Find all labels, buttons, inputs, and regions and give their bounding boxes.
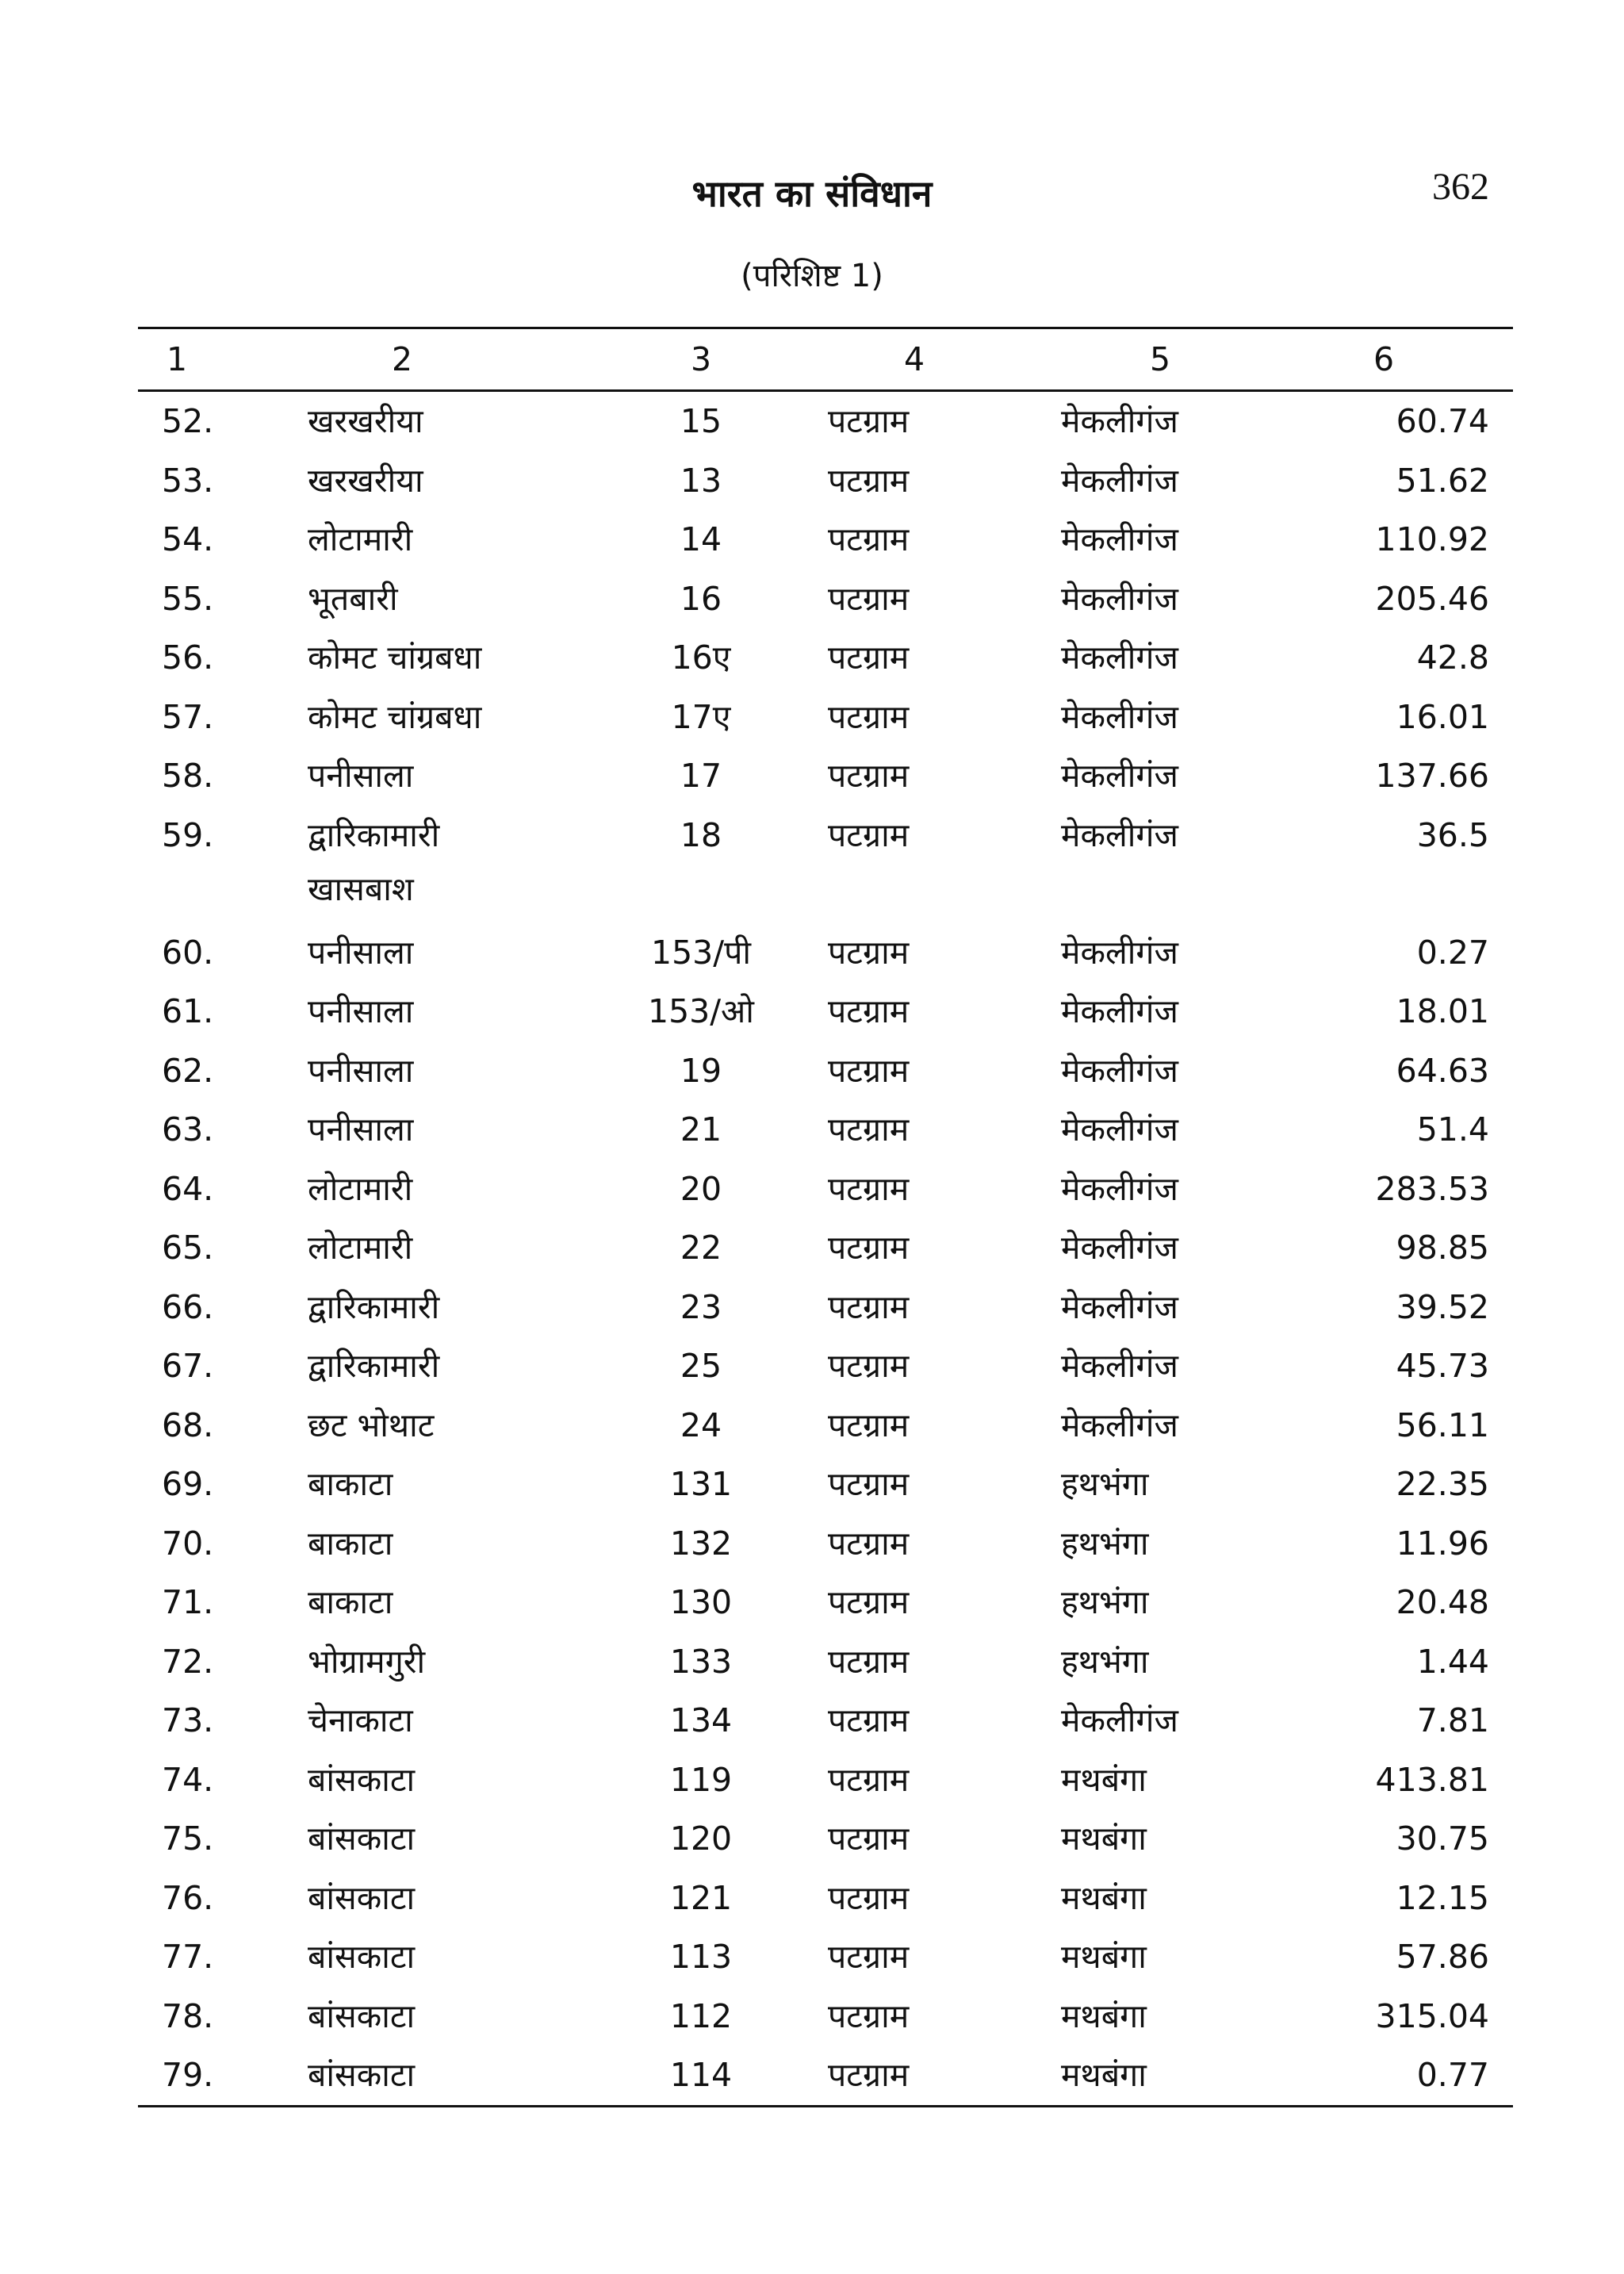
table-row [138,1573,1513,1632]
row-area: 283.53 [1375,1169,1489,1208]
page-title: भारत का संविधान [691,172,933,215]
column-header-5: 5 [1150,340,1171,378]
row-serial: 79. [162,2056,214,2094]
row-enclave-name: बांसकाटा [308,1996,416,2035]
row-chhit-number: 153/ओ [647,992,754,1030]
row-chhit-number: 134 [669,1701,733,1739]
row-area: 57.86 [1396,1938,1489,1976]
row-serial: 73. [162,1701,214,1739]
row-enclave-name: लोटामारी [308,1229,413,1267]
table-row [138,746,1513,806]
row-enclave-name: चेनाकाटा [308,1701,413,1739]
row-thana-bangladesh: पटग्राम [828,1347,910,1385]
table-row [138,1218,1513,1278]
row-thana-bangladesh: पटग्राम [828,757,910,795]
row-area: 11.96 [1396,1524,1489,1563]
row-thana-bangladesh: पटग्राम [828,402,910,440]
row-chhit-number: 19 [680,1051,722,1090]
row-area: 205.46 [1375,579,1489,618]
table-row [138,1041,1513,1101]
row-chhit-number: 16 [680,579,722,618]
column-header-4: 4 [904,340,925,378]
row-chhit-number: 24 [680,1405,722,1444]
table-row [138,688,1513,747]
table-row [138,1987,1513,2046]
row-thana-india: मथबंगा [1061,1760,1147,1799]
row-chhit-number: 13 [680,461,722,500]
row-thana-india: मेकलीगंज [1061,697,1178,736]
row-thana-india: मेकलीगंज [1061,1287,1178,1326]
row-chhit-number: 120 [669,1820,733,1858]
row-serial: 56. [162,638,214,677]
row-enclave-name: कोमट चांग्रबधा [308,638,482,677]
table-header-row [138,329,1513,389]
row-thana-india: हथभंगा [1061,1642,1149,1681]
row-thana-bangladesh: पटग्राम [828,697,910,736]
row-thana-india: मेकलीगंज [1061,1110,1178,1149]
row-thana-bangladesh: पटग्राम [828,1996,910,2035]
row-serial: 72. [162,1642,214,1681]
row-thana-bangladesh: पटग्राम [828,1524,910,1563]
row-thana-bangladesh: पटग्राम [828,1642,910,1681]
row-serial: 65. [162,1229,214,1267]
row-chhit-number: 20 [680,1169,722,1208]
row-thana-india: मेकलीगंज [1061,1051,1178,1090]
row-area: 110.92 [1375,520,1489,558]
row-enclave-name: बांसकाटा [308,1878,416,1917]
table-row [138,1100,1513,1160]
row-area: 0.77 [1416,2056,1489,2094]
row-thana-india: मेकलीगंज [1061,402,1178,440]
row-enclave-name: छट भोथाट [308,1405,435,1444]
row-thana-bangladesh: पटग्राम [828,992,910,1030]
table-row [138,628,1513,688]
row-area: 413.81 [1375,1760,1489,1799]
row-serial: 71. [162,1583,214,1621]
row-enclave-name: पनीसाला [308,1051,414,1090]
row-enclave-name: बांसकाटा [308,1760,416,1799]
table-row [138,1160,1513,1219]
row-enclave-name: द्वारिकामारी खासबाश [308,815,440,908]
row-thana-india: मथबंगा [1061,1996,1147,2035]
table-body [138,392,1513,2105]
table-row [138,1336,1513,1396]
row-enclave-name: बांसकाटा [308,2056,416,2094]
row-area: 315.04 [1375,1996,1489,2035]
row-enclave-name: द्वारिकामारी [308,1347,440,1385]
row-thana-bangladesh: पटग्राम [828,1878,910,1917]
row-chhit-number: 153/पी [651,933,751,972]
table-bottom-rule [138,2105,1513,2107]
row-serial: 69. [162,1465,214,1503]
row-enclave-name: भूतबारी [308,579,398,618]
row-serial: 55. [162,579,214,618]
row-enclave-name: भोग्रामगुरी [308,1642,426,1681]
row-serial: 70. [162,1524,214,1563]
row-thana-bangladesh: पटग्राम [828,815,910,854]
row-area: 137.66 [1375,757,1489,795]
table-row [138,923,1513,983]
row-serial: 67. [162,1347,214,1385]
row-serial: 53. [162,461,214,500]
table-row [138,1278,1513,1337]
row-thana-india: मेकलीगंज [1061,992,1178,1030]
row-enclave-name: बाकाटा [308,1524,393,1563]
table-row [138,1869,1513,1928]
table-row [138,982,1513,1041]
row-serial: 78. [162,1996,214,2035]
row-area: 16.01 [1396,697,1489,736]
row-area: 7.81 [1416,1701,1489,1739]
page-subtitle: (परिशिष्ट 1) [741,258,883,294]
column-header-1: 1 [167,340,188,378]
row-chhit-number: 113 [669,1938,733,1976]
table-row [138,2046,1513,2105]
row-enclave-name: पनीसाला [308,992,414,1030]
row-chhit-number: 17ए [671,697,731,736]
row-chhit-number: 121 [669,1878,733,1917]
row-area: 51.4 [1416,1110,1489,1149]
row-chhit-number: 25 [680,1347,722,1385]
row-serial: 52. [162,402,214,440]
row-thana-bangladesh: पटग्राम [828,1229,910,1267]
table-row [138,806,1513,923]
row-thana-india: मेकलीगंज [1061,1229,1178,1267]
row-thana-india: मेकलीगंज [1061,1347,1178,1385]
column-header-3: 3 [690,340,712,378]
row-area: 36.5 [1416,815,1489,854]
row-enclave-name: खरखरीया [308,402,423,440]
row-thana-india: मेकलीगंज [1061,520,1178,558]
row-chhit-number: 17 [680,757,722,795]
row-thana-india: हथभंगा [1061,1465,1149,1503]
row-chhit-number: 21 [680,1110,722,1149]
row-thana-bangladesh: पटग्राम [828,1110,910,1149]
table-row [138,392,1513,451]
row-serial: 74. [162,1760,214,1799]
row-chhit-number: 112 [669,1996,733,2035]
row-chhit-number: 18 [680,815,722,854]
row-chhit-number: 114 [669,2056,733,2094]
row-thana-bangladesh: पटग्राम [828,1760,910,1799]
row-thana-india: मथबंगा [1061,2056,1147,2094]
row-thana-bangladesh: पटग्राम [828,1938,910,1976]
row-thana-india: मेकलीगंज [1061,1405,1178,1444]
row-thana-india: हथभंगा [1061,1583,1149,1621]
row-thana-bangladesh: पटग्राम [828,1583,910,1621]
row-thana-bangladesh: पटग्राम [828,1701,910,1739]
row-thana-india: हथभंगा [1061,1524,1149,1563]
row-thana-bangladesh: पटग्राम [828,2056,910,2094]
table-row [138,1455,1513,1514]
row-area: 42.8 [1416,638,1489,677]
row-chhit-number: 14 [680,520,722,558]
row-area: 18.01 [1396,992,1489,1030]
row-thana-india: मेकलीगंज [1061,933,1178,972]
row-serial: 59. [162,815,214,854]
row-enclave-name: खरखरीया [308,461,423,500]
row-enclave-name: लोटामारी [308,520,413,558]
row-area: 51.62 [1396,461,1489,500]
column-header-2: 2 [392,340,413,378]
row-thana-india: मेकलीगंज [1061,638,1178,677]
row-chhit-number: 130 [669,1583,733,1621]
row-thana-bangladesh: पटग्राम [828,1465,910,1503]
table-row [138,1514,1513,1574]
row-enclave-name: बाकाटा [308,1465,393,1503]
table-row [138,1927,1513,1987]
row-serial: 76. [162,1878,214,1917]
row-chhit-number: 16ए [671,638,731,677]
row-area: 20.48 [1396,1583,1489,1621]
row-area: 1.44 [1416,1642,1489,1681]
row-serial: 61. [162,992,214,1030]
row-enclave-name: बाकाटा [308,1583,393,1621]
row-serial: 63. [162,1110,214,1149]
row-enclave-name: लोटामारी [308,1169,413,1208]
row-area: 0.27 [1416,933,1489,972]
row-thana-bangladesh: पटग्राम [828,461,910,500]
row-thana-india: मथबंगा [1061,1938,1147,1976]
row-thana-india: मेकलीगंज [1061,461,1178,500]
row-chhit-number: 23 [680,1287,722,1326]
row-thana-bangladesh: पटग्राम [828,579,910,618]
row-enclave-name: द्वारिकामारी [308,1287,440,1326]
table-row [138,510,1513,569]
table-row [138,1809,1513,1869]
row-area: 60.74 [1396,402,1489,440]
row-thana-bangladesh: पटग्राम [828,1169,910,1208]
row-chhit-number: 22 [680,1229,722,1267]
table-row [138,1751,1513,1810]
row-enclave-name: पनीसाला [308,1110,414,1149]
row-thana-india: मेकलीगंज [1061,815,1178,854]
row-serial: 68. [162,1405,214,1444]
row-chhit-number: 15 [680,402,722,440]
row-thana-india: मेकलीगंज [1061,1169,1178,1208]
row-serial: 64. [162,1169,214,1208]
row-chhit-number: 131 [669,1465,733,1503]
row-serial: 54. [162,520,214,558]
row-thana-bangladesh: पटग्राम [828,1051,910,1090]
row-serial: 75. [162,1820,214,1858]
row-serial: 62. [162,1051,214,1090]
row-area: 12.15 [1396,1878,1489,1917]
row-serial: 77. [162,1938,214,1976]
table-row [138,451,1513,511]
row-serial: 60. [162,933,214,972]
row-area: 39.52 [1396,1287,1489,1326]
row-thana-bangladesh: पटग्राम [828,1287,910,1326]
row-thana-bangladesh: पटग्राम [828,638,910,677]
row-enclave-name: कोमट चांग्रबधा [308,697,482,736]
column-header-6: 6 [1373,340,1395,378]
row-thana-bangladesh: पटग्राम [828,1405,910,1444]
row-chhit-number: 119 [669,1760,733,1799]
row-area: 30.75 [1396,1820,1489,1858]
page-number: 362 [1432,166,1489,208]
row-enclave-name: पनीसाला [308,757,414,795]
table-row [138,569,1513,629]
row-thana-bangladesh: पटग्राम [828,1820,910,1858]
row-thana-india: मथबंगा [1061,1820,1147,1858]
row-serial: 57. [162,697,214,736]
row-enclave-name: बांसकाटा [308,1820,416,1858]
row-area: 22.35 [1396,1465,1489,1503]
row-area: 45.73 [1396,1347,1489,1385]
row-area: 64.63 [1396,1051,1489,1090]
row-enclave-name: पनीसाला [308,933,414,972]
table-row [138,1396,1513,1455]
enclave-table [138,327,1513,2107]
row-chhit-number: 133 [669,1642,733,1681]
row-thana-india: मथबंगा [1061,1878,1147,1917]
row-chhit-number: 132 [669,1524,733,1563]
row-thana-india: मेकलीगंज [1061,579,1178,618]
row-thana-india: मेकलीगंज [1061,1701,1178,1739]
table-row [138,1691,1513,1751]
row-serial: 66. [162,1287,214,1326]
table-row [138,1632,1513,1692]
row-serial: 58. [162,757,214,795]
row-thana-india: मेकलीगंज [1061,757,1178,795]
row-thana-bangladesh: पटग्राम [828,520,910,558]
row-area: 56.11 [1396,1405,1489,1444]
row-enclave-name: बांसकाटा [308,1938,416,1976]
row-area: 98.85 [1396,1229,1489,1267]
row-thana-bangladesh: पटग्राम [828,933,910,972]
